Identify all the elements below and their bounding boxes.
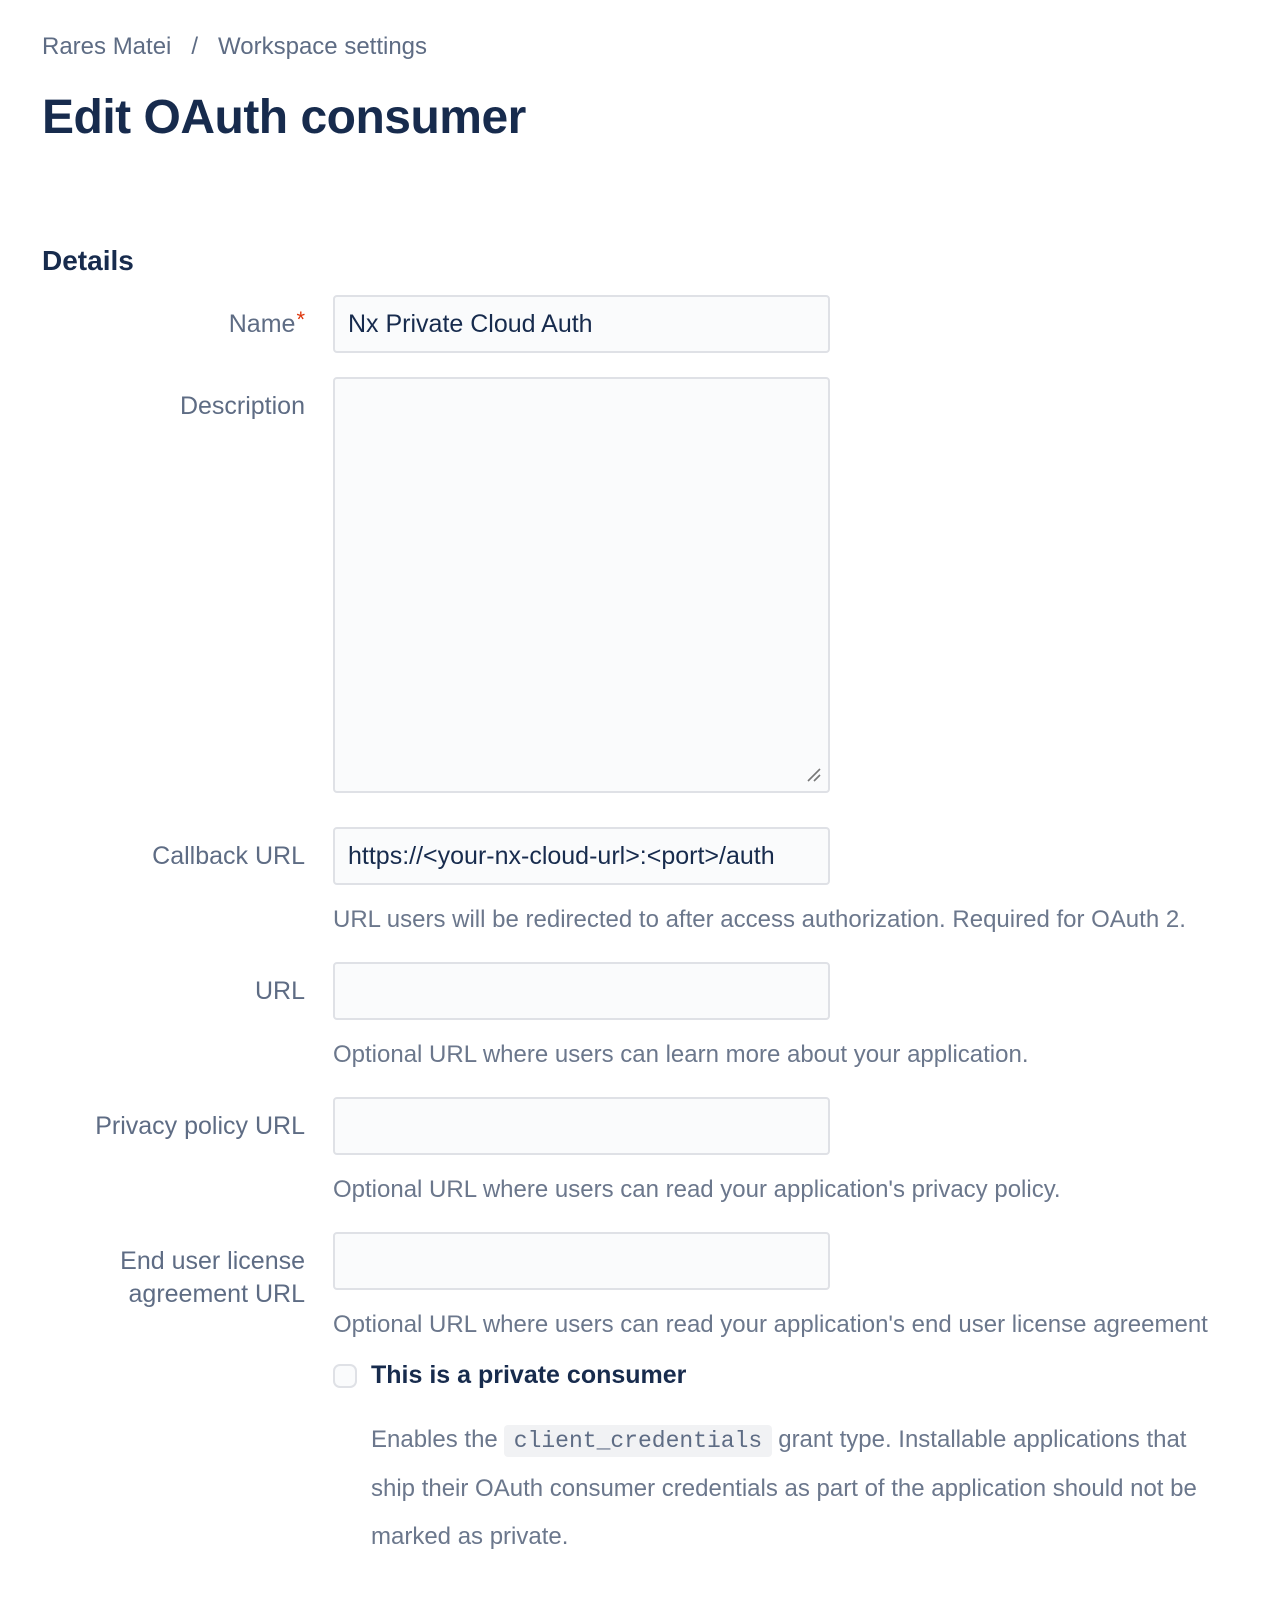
callback-url-help: URL users will be redirected to after access authorization. Required for OAuth 2. [333, 906, 1186, 933]
private-consumer-help [371, 1416, 1207, 1561]
eula-url-label: End user license agreement URL [120, 1247, 305, 1308]
privacy-policy-url-input[interactable] [333, 1097, 830, 1155]
privacy-policy-url-row [42, 1097, 1236, 1204]
required-asterisk: * [296, 307, 305, 332]
details-section-heading: Details [42, 245, 134, 276]
privacy-policy-url-help: Optional URL where users can read your application's privacy policy. [333, 1176, 1061, 1203]
textarea-resize-handle-icon[interactable] [805, 766, 823, 784]
eula-url-help: Optional URL where users can read your application's end user license agreement [333, 1311, 1208, 1338]
callback-url-row [42, 827, 1236, 934]
url-label: URL [254, 977, 305, 1005]
description-label: Description [179, 392, 305, 420]
name-label: Name* [228, 307, 305, 338]
url-help: Optional URL where users can learn more about your application. [333, 1041, 1029, 1068]
breadcrumb-workspace-settings-link[interactable]: Workspace settings [218, 33, 428, 60]
eula-url-input[interactable] [333, 1232, 830, 1290]
client-credentials-code-chip: client_credentials [504, 1425, 772, 1457]
url-row [42, 962, 1236, 1069]
url-input[interactable] [333, 962, 830, 1020]
name-row [42, 295, 1236, 353]
private-consumer-label[interactable]: This is a private consumer [371, 1361, 687, 1389]
breadcrumb [42, 33, 1236, 61]
eula-url-row [42, 1232, 1236, 1339]
callback-url-input[interactable] [333, 827, 830, 885]
private-consumer-row [333, 1359, 1236, 1392]
private-consumer-help-prefix: Enables the [371, 1426, 498, 1453]
description-textarea[interactable] [333, 377, 830, 793]
page-title: Edit OAuth consumer [42, 91, 526, 144]
breadcrumb-separator: / [191, 33, 199, 60]
name-input[interactable] [333, 295, 830, 353]
privacy-policy-url-label: Privacy policy URL [95, 1112, 305, 1140]
private-consumer-checkbox[interactable] [333, 1364, 357, 1388]
breadcrumb-workspace-link[interactable]: Rares Matei [42, 33, 172, 60]
description-row [42, 377, 1236, 793]
callback-url-label: Callback URL [152, 842, 305, 870]
private-consumer-help-suffix: grant type. Installable applications that ship their OAuth consumer credentials as part of the application should not be marked as private. [371, 1426, 1197, 1550]
